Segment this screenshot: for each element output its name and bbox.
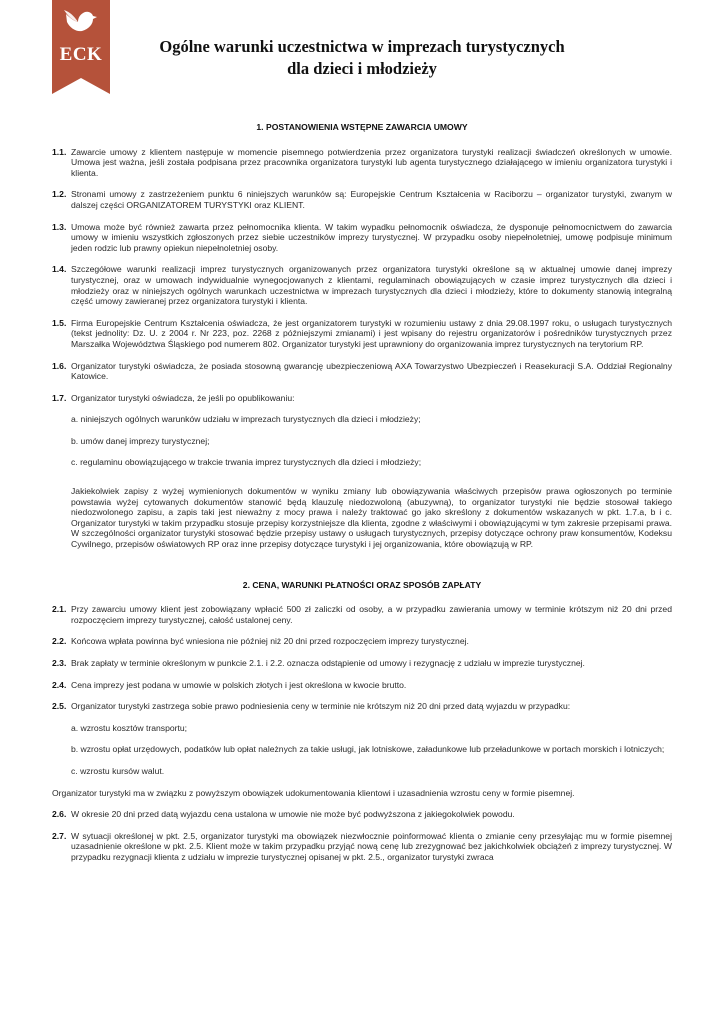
clause-1-4: [52, 264, 672, 306]
clause-number: 2.6.: [52, 809, 67, 820]
page-title: [110, 36, 614, 80]
clause-1-3: [52, 222, 672, 254]
clause-number: 2.4.: [52, 679, 67, 690]
clause-number: 1.4.: [52, 264, 67, 275]
subitem-2-5-c: c. wzrostu kursów walut.: [71, 765, 165, 776]
clause-number: 1.2.: [52, 189, 67, 200]
clause-1-7: [52, 393, 672, 404]
clause-text: Szczegółowe warunki realizacji imprez turystycznych organizowanych przez organizatora turystyki określone są w aktualnej umowie danej imprezy turystycznej, oraz w umowach indywidualnie wynegocjowanych z klientami, regulaminach obowiązujących w czasie imprez turystycznych dla dzieci i młodzieży oraz w niniejszych ogólnych warunkach uczestnictwa w imprezach turystycznych dla dzieci i młodzieży, które to dokumenty stanowią integralną część umowy zawieranej przez organizatora turystyki i klienta.: [71, 264, 672, 307]
clause-1-5: [52, 318, 672, 350]
clause-text: Firma Europejskie Centrum Kształcenia oświadcza, że jest organizatorem turystyki w rozumieniu ustawy z dnia 29.08.1997 roku, o usługach turystycznych (tekst jednolity: Dz. U. z 2004 r. Nr 223, poz. 2268 z późniejszymi zmianami) i jest wpisany do rejestru organizatorów i pośredników turystycznych przez Marszałka Województwa Śląskiego pod numerem 802. Organizator turystyki jest uprawniony do organizowania imprez turystycznych na terytorium RP.: [71, 317, 672, 349]
logo-text: ECK: [59, 44, 103, 65]
subitem-1-7-c: c. regulaminu obowiązującego w trakcie trwania imprez turystycznych dla dzieci i młodzieży;: [71, 457, 422, 468]
clause-2-6: [52, 809, 672, 820]
clause-text: Brak zapłaty w terminie określonym w punkcie 2.1. i 2.2. oznacza odstąpienie od umowy i rezygnację z udziału w imprezie turystycznej.: [71, 658, 585, 668]
clause-text: Końcowa wpłata powinna być wniesiona nie później niż 20 dni przed rozpoczęciem imprezy turystycznej.: [71, 636, 469, 647]
clause-number: 2.3.: [52, 658, 67, 668]
clause-text: Cena imprezy jest podana w umowie w polskich złotych i jest określona w kwocie brutto.: [71, 679, 407, 690]
clause-number: 1.7.: [52, 392, 67, 403]
clause-text: Organizator turystyki oświadcza, że posiada stosowną gwarancję ubezpieczeniową AXA Towarzystwo Ubezpieczeń i Reasekuracji S.A. Oddział Regionalny Katowice.: [71, 360, 672, 382]
clause-1-6: [52, 361, 672, 382]
eck-logo: [52, 0, 110, 94]
clause-2-2: [52, 636, 672, 647]
clause-text: Przy zawarciu umowy klient jest zobowiązany wpłacić 500 zł zaliczki od osoby, a w przypadku zawierania umowy w terminie krótszym niż 20 dni przed rozpoczęciem imprezy turystycznej, całość ustalonej ceny.: [71, 604, 672, 625]
section-1-closing: Jakiekolwiek zapisy z wyżej wymienionych dokumentów w wyniku zmiany lub obowiązywania właściwych przepisów prawa ogłoszonych po terminie powstawia wyżej cytowanych dokumentów stanowić będą klauzulę niedozwoloną (abuzywną), to organizator turystyki nie będzie stosował takiego niedozwolonego zapisu, a zapis taki jest nieważny z mocy prawa i należy traktować go jako skreślony z dokumentów wskazanych w pkt. 1.7.a, b i c. Organizator turystyki w takim przypadku stosuje przepisy korzystniejsze dla klienta, zgodne z właściwymi i obowiązującymi w tym zakresie przepisami prawa. W szczególności organizator turystyki stosować będzie przepisy ustawy o usługach turystycznych, przepisy dotyczące ochrony praw konsumentów, Kodeksu Cywilnego, przepisów oświatowych RP oraz inne przepisy dotyczące turystyki i jej organizowania, które obowiązują w RP.: [71, 486, 672, 550]
title-line-1: Ogólne warunki uczestnictwa w imprezach turystycznych: [159, 37, 565, 56]
subitem-1-7-b: b. umów danej imprezy turystycznej;: [71, 435, 210, 446]
clause-number: 1.1.: [52, 146, 67, 157]
clause-number: 2.2.: [52, 636, 67, 647]
clause-2-4: [52, 680, 672, 691]
clause-text: Stronami umowy z zastrzeżeniem punktu 6 niniejszych warunków są: Europejskie Centrum Kształcenia w Raciborzu – organizator turystyki, zwanym w dalszej części ORGANIZATOREM TURYSTYKI oraz KLIENT.: [71, 189, 672, 210]
clause-number: 2.1.: [52, 604, 67, 615]
clause-text: Organizator turystyki oświadcza, że jeśli po opublikowaniu:: [71, 392, 295, 403]
subitem-2-5-b: b. wzrostu opłat urzędowych, podatków lub opłat należnych za takie usługi, jak lotniskowe, załadunkowe lub przeładunkowe w portach morskich i lotniczych;: [71, 744, 665, 755]
clause-1-2: [52, 189, 672, 210]
section-2-note: Organizator turystyki ma w związku z powyższym obowiązek udokumentowania klientowi i uzasadnienia wzrostu ceny w formie pisemnej.: [52, 787, 575, 798]
subitem-2-5-a: a. wzrostu kosztów transportu;: [71, 722, 188, 733]
clause-number: 1.6.: [52, 360, 67, 371]
clause-text: W sytuacji określonej w pkt. 2.5, organizator turystyki ma obowiązek niezwłocznie poinformować klienta o zmianie ceny przesyłając mu w formie pisemnej uzasadnienie określone w pkt. 2.5. Klient może w takim przypadku przyjąć nową cenę lub zrezygnować bez jakichkolwiek obciążeń z imprezy turystycznej. W przypadku rezygnacji klienta z udziału w imprezie turystycznej opisanej w pkt. 2.5., organizator turystyki zwraca: [71, 830, 672, 862]
clause-number: 2.5.: [52, 701, 67, 712]
clause-2-5: [52, 701, 672, 712]
document-body: [52, 118, 672, 874]
section-1-title: 1. POSTANOWIENIA WSTĘPNE ZAWARCIA UMOWY: [256, 122, 468, 132]
clause-number: 2.7.: [52, 830, 67, 841]
clause-number: 1.3.: [52, 221, 67, 232]
clause-1-1: [52, 147, 672, 179]
clause-number: 1.5.: [52, 317, 67, 328]
clause-text: W okresie 20 dni przed datą wyjazdu cena ustalona w umowie nie może być podwyższona z jakiegokolwiek powodu.: [71, 809, 515, 820]
clause-text: Organizator turystyki zastrzega sobie prawo podniesienia ceny w terminie nie krótszym niż 20 dni przed datą wyjazdu w przypadku:: [71, 701, 571, 712]
clause-2-3: [52, 658, 672, 669]
section-2-title: 2. CENA, WARUNKI PŁATNOŚCI ORAZ SPOSÓB ZAPŁATY: [242, 579, 482, 590]
clause-2-7: [52, 831, 672, 863]
subitem-1-7-a: a. niniejszych ogólnych warunków udziału w imprezach turystycznych dla dzieci i młodzieży;: [71, 414, 421, 425]
clause-2-1: [52, 604, 672, 625]
clause-text: Umowa może być również zawarta przez pełnomocnika klienta. W takim wypadku pełnomocnik oświadcza, że dysponuje pełnomocnictwem do zawarcia umowy w imieniu wszystkich zgłoszonych przez siebie uczestników imprezy turystycznej. W przypadku osoby niepełnoletniej, umowę podpisuje minimum jeden rodzic lub prawny opiekun niepełnoletniej osoby.: [71, 221, 672, 253]
title-line-2: dla dzieci i młodzieży: [287, 59, 437, 78]
clause-text: Zawarcie umowy z klientem następuje w momencie pisemnego potwierdzenia przez organizatora turystyki realizacji świadczeń określonych w umowie. Umowa jest ważna, jeśli została podpisana przez pracownika organizatora turystyki lub agenta turystycznego działającego w imieniu organizatora turystyki i klienta.: [71, 146, 672, 178]
